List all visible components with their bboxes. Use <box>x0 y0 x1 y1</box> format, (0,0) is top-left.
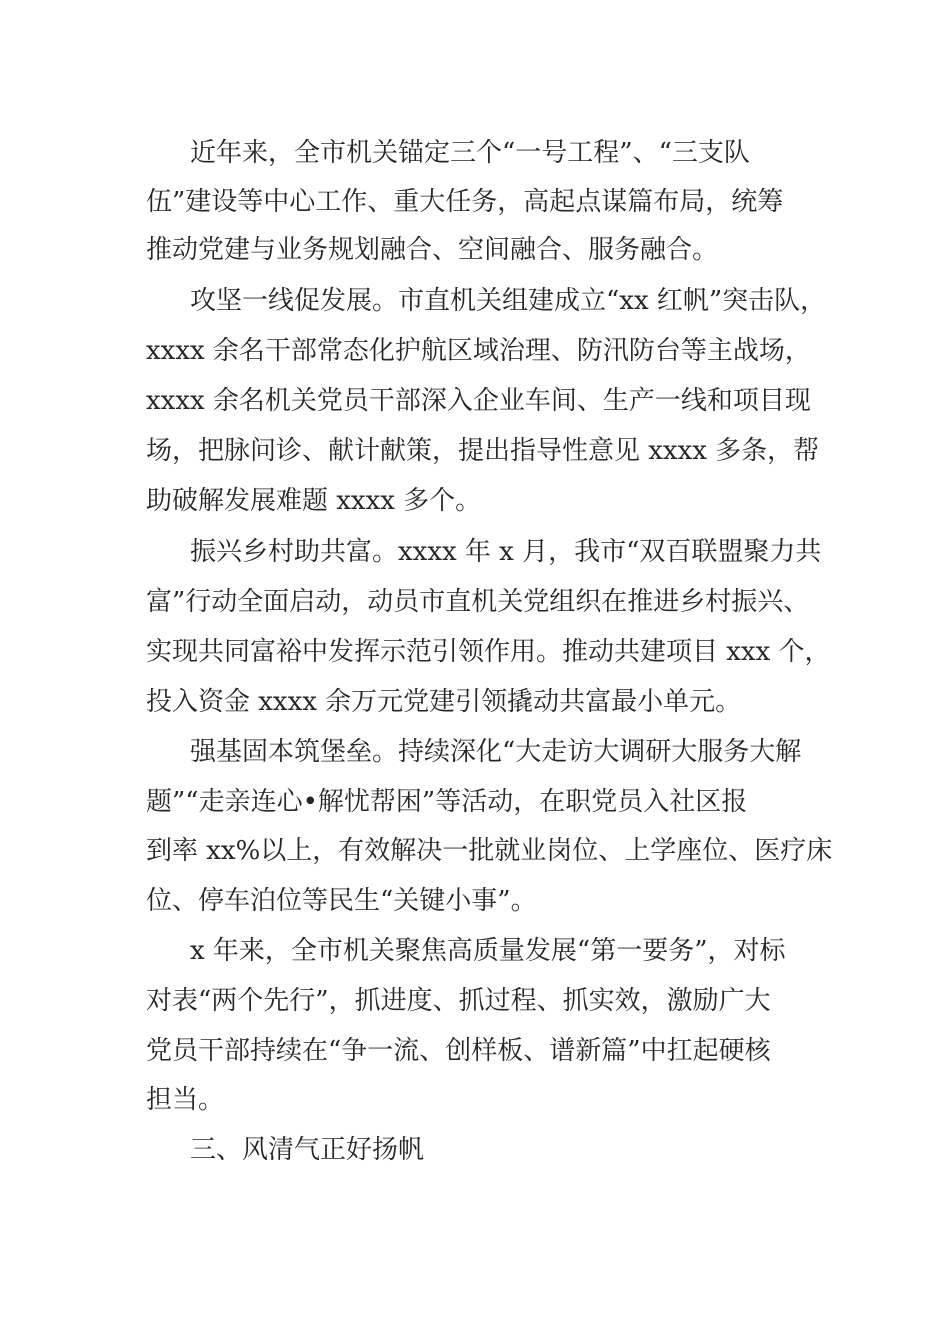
text-line: 题”“走亲连心•解忧帮困”等活动，在职党员入社区报 <box>146 787 748 817</box>
text-line: 担当。 <box>146 1085 225 1115</box>
text-line: 实现共同富裕中发挥示范引领作用。推动共建项目 xxx 个， <box>146 637 831 667</box>
text-line: 场，把脉问诊、献计献策，提出指导性意见 xxxx 多条，帮 <box>146 436 820 466</box>
section-heading: 三、风清气正好扬帆 <box>190 1135 425 1165</box>
text-line: 伍”建设等中心工作、重大任务，高起点谋篇布局，统筹 <box>146 187 784 217</box>
text-line: 党员干部持续在“争一流、创样板、谱新篇”中扛起硬核 <box>146 1036 771 1066</box>
text-line: 强基固本筑堡垒。持续深化“大走访大调研大服务大解 <box>190 737 802 767</box>
text-line: 到率 xx%以上，有效解决一批就业岗位、上学座位、医疗床 <box>146 836 833 866</box>
text-line: 近年来，全市机关锚定三个“一号工程”、“三支队 <box>190 138 750 168</box>
text-line: xxxx 余名机关党员干部深入企业车间、生产一线和项目现 <box>146 386 811 416</box>
text-line: 振兴乡村助共富。xxxx 年 x 月，我市“双百联盟聚力共 <box>190 537 822 567</box>
text-line: 投入资金 xxxx 余万元党建引领撬动共富最小单元。 <box>146 687 742 717</box>
text-line: 位、停车泊位等民生“关键小事”。 <box>146 886 537 916</box>
text-line: 富”行动全面启动，动员市直机关党组织在推进乡村振兴、 <box>146 587 810 617</box>
text-line: 攻坚一线促发展。市直机关组建成立“xx 红帆”突击队， <box>190 286 827 316</box>
text-line: 推动党建与业务规划融合、空间融合、服务融合。 <box>146 235 719 265</box>
text-line: 对表“两个先行”，抓进度、抓过程、抓实效，激励广大 <box>146 986 771 1016</box>
text-line: x 年来，全市机关聚焦高质量发展“第一要务”，对标 <box>190 936 786 966</box>
text-line: 助破解发展难题 xxxx 多个。 <box>146 486 482 516</box>
text-line: xxxx 余名干部常态化护航区域治理、防汛防台等主战场， <box>146 336 811 366</box>
